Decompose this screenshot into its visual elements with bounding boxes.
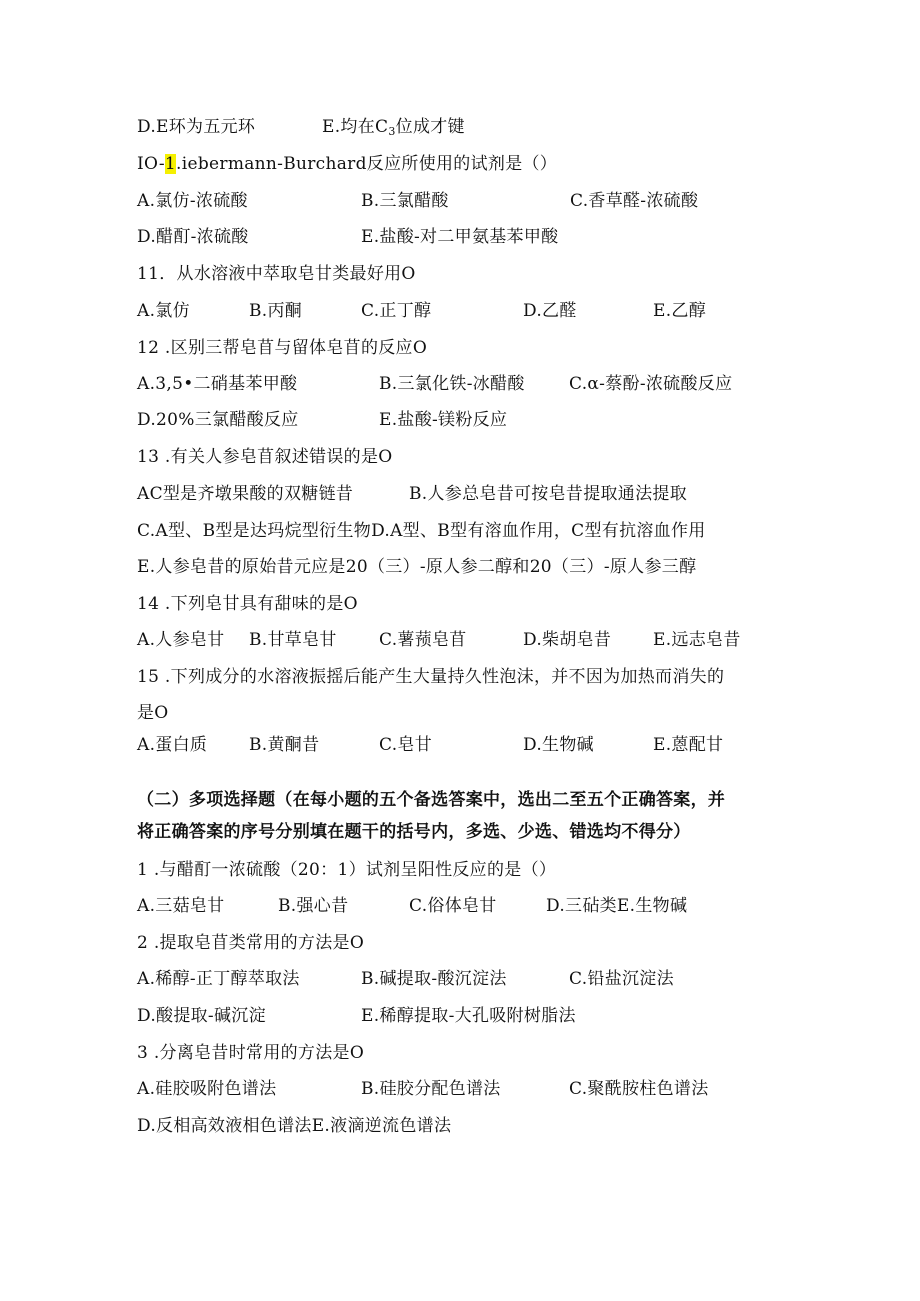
question-stem-text: 14 .下列皂甘具有甜味的是O — [137, 594, 358, 614]
section-heading-text: 将正确答案的序号分别填在题干的括号内，多选、少选、错选均不得分） — [137, 822, 691, 842]
option-d-e: D.反相高效液相色谱法E.液滴逆流色谱法 — [137, 1116, 452, 1136]
option-e: E.远志皂昔 — [653, 630, 741, 650]
option-a: AC型是齐墩果酸的双糖链昔 — [137, 484, 354, 504]
question-stem-text: 是O — [137, 703, 169, 723]
option-a: A.稀醇-正丁醇萃取法 — [137, 969, 300, 989]
option-e: E.盐酸-镁粉反应 — [379, 410, 508, 430]
option-d: D.生物碱 — [523, 735, 594, 755]
option-a: A.人参皂甘 — [137, 630, 225, 650]
option-e-subscript: 3 — [388, 125, 396, 138]
option-e: E.稀醇提取-大孔吸附树脂法 — [361, 1006, 576, 1026]
option-a: A.蛋白质 — [137, 735, 208, 755]
question-stem-text: 11．从水溶液中萃取皂甘类最好用O — [137, 264, 416, 284]
option-c: C.聚酰胺柱色谱法 — [569, 1079, 709, 1099]
option-a: A.硅胶吸附色谱法 — [137, 1079, 277, 1099]
option-d-e: D.三砧类E.生物碱 — [546, 896, 688, 916]
question-stem-text: 12 .区别三帮皂苜与留体皂苜的反应O — [137, 338, 428, 358]
question-stem-text: .iebermann-Burchard反应所使用的试剂是（） — [176, 154, 558, 174]
option-b: B.碱提取-酸沉淀法 — [361, 969, 507, 989]
question-10-text — [137, 149, 557, 179]
option-c: C.香草醛-浓硫酸 — [570, 191, 699, 211]
option-e-suffix: 位成才键 — [395, 117, 465, 137]
option-b: B.丙酮 — [249, 301, 303, 321]
option-e — [322, 112, 465, 142]
option-e-prefix: E.均在C — [322, 117, 389, 137]
highlighted-digit: 1 — [164, 154, 177, 174]
option-c-d: C.A型、B型是达玛烷型衍生物D.A型、B型有溶血作用，C型有抗溶血作用 — [137, 521, 706, 541]
option-c: C.铅盐沉淀法 — [569, 969, 674, 989]
question-stem-text: 2 .提取皂苜类常用的方法是O — [137, 933, 365, 953]
option-b: B.人参总皂昔可按皂昔提取通法提取 — [409, 484, 687, 504]
option-b: B.硅胶分配色谱法 — [361, 1079, 501, 1099]
option-e: E.人参皂昔的原始昔元应是20（三）-原人参二醇和20（三）-原人参三醇 — [137, 557, 697, 577]
option-c: C.薯蓣皂苜 — [379, 630, 467, 650]
option-d: D.酸提取-碱沉淀 — [137, 1006, 266, 1026]
question-number-prefix: IO- — [137, 154, 165, 174]
option-e: E.蒽配甘 — [653, 735, 724, 755]
option-a: A.三菇皂甘 — [137, 896, 225, 916]
option-d: D.E环为五元环 — [137, 117, 256, 137]
option-e: E.盐酸-对二甲氨基苯甲酸 — [361, 227, 559, 247]
option-a: A.3,5•二硝基苯甲酸 — [137, 374, 298, 394]
option-b: B.黄酮昔 — [249, 735, 320, 755]
section-heading-text: （二）多项选择题（在每小题的五个备选答案中，选出二至五个正确答案，并 — [137, 790, 726, 810]
option-d: D.醋酊-浓硫酸 — [137, 227, 249, 247]
option-d: D.20%三氯醋酸反应 — [137, 410, 299, 430]
question-stem-text: 1 .与醋酊一浓硫酸（20：1）试剂呈阳性反应的是（） — [137, 860, 557, 880]
option-e: E.乙醇 — [653, 301, 707, 321]
option-d: D.柴胡皂昔 — [523, 630, 612, 650]
option-a: A.氯仿 — [137, 301, 190, 321]
option-b: B.甘草皂甘 — [249, 630, 337, 650]
option-b: B.强心昔 — [278, 896, 349, 916]
option-c: C.俗体皂甘 — [409, 896, 497, 916]
option-a: A.氯仿-浓硫酸 — [137, 191, 248, 211]
option-c: C.正丁醇 — [361, 301, 432, 321]
option-c: C.α-蔡酚-浓硫酸反应 — [569, 374, 733, 394]
question-stem-text: 15 .下列成分的水溶液振摇后能产生大量持久性泡沫，并不因为加热而消失的 — [137, 667, 725, 687]
option-c: C.皂甘 — [379, 735, 433, 755]
option-d: D.乙醛 — [523, 301, 577, 321]
option-b: B.三氯醋酸 — [361, 191, 449, 211]
question-stem-text: 3 .分离皂昔时常用的方法是O — [137, 1043, 365, 1063]
option-b: B.三氯化铁-冰醋酸 — [379, 374, 525, 394]
question-stem-text: 13 .有关人参皂苜叙述错误的是O — [137, 447, 393, 467]
